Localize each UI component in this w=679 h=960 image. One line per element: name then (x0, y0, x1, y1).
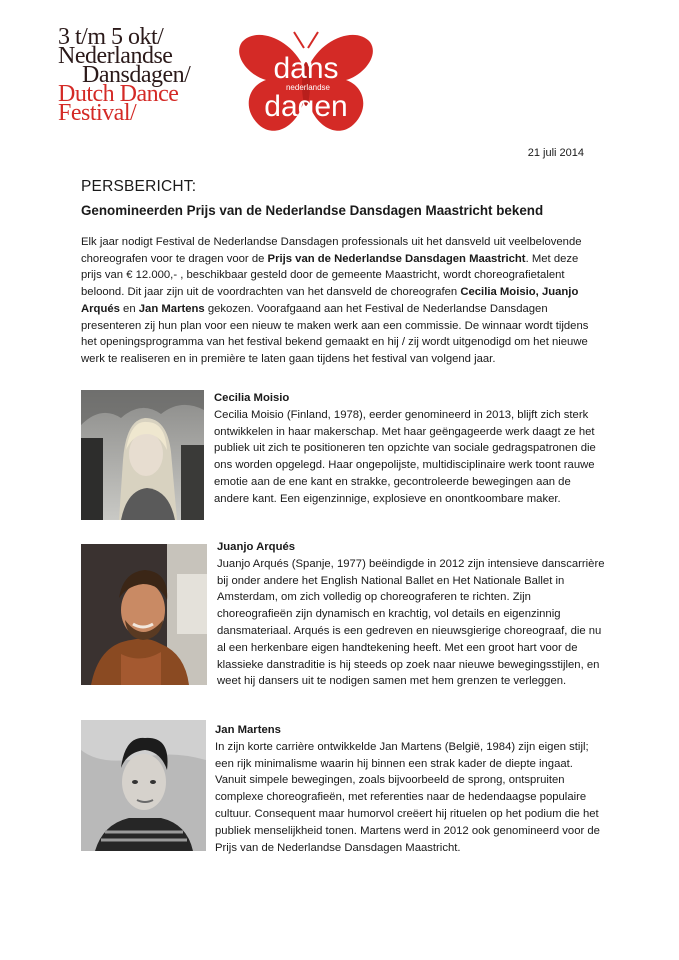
butterfly-word-nederlandse: nederlandse (285, 83, 331, 92)
jan-martens-bio: In zijn korte carrière ontwikkelde Jan Martens (België, 1984) zijn eigen stijl; een rijk minimalisme waarin hij binnen een strak kader de diepte ingaat. Vanuit simpele bewegingen, zoals bijvoorbeeld de sprong, ontspruiten complexe choreografieën, met referenties naar de hedendaagse populaire cultuur. Consequent maar humorvol creëert hij rituelen op het podium die het publiek menselijkheid tonen. Martens werd in 2012 ook genomineerd voor de Prijs van de Nederlandse Dansdagen Maastricht. (215, 740, 600, 854)
logo-line-nederlandse: Nederlandse (58, 43, 173, 69)
intro-text-1: Elk jaar nodigt Festival de Nederlandse Dansdagen professionals uit het dansveld uit veelbelovende choreografen voor te dragen voor de (81, 236, 582, 265)
logo-line-festival: Festival/ (58, 100, 137, 126)
intro-text-2: . Met deze prijs van € 12.000,- , beschikbaar gesteld door de gemeente Maastricht, wordt choreografietalent beloond. Dit jaar zijn uit de voordrachten van het dansveld de choreografen (81, 252, 579, 299)
cecilia-moisio-photo (81, 390, 204, 520)
logo-line-dansdagen: Dansdagen/ (82, 62, 191, 88)
intro-nominee-names: Cecilia Moisio, Juanjo Arqués (81, 286, 579, 315)
press-headline: Genomineerden Prijs van de Nederlandse Dansdagen Maastricht bekend (81, 203, 544, 218)
festival-logo (58, 24, 388, 140)
juanjo-arques-photo (81, 544, 207, 685)
intro-text-3: en (119, 302, 139, 315)
jan-martens-photo (81, 720, 206, 851)
juanjo-arques-bio-block (217, 539, 607, 690)
logo-line-dutch-dance: Dutch Dance (58, 81, 179, 107)
jan-martens-name: Jan Martens (215, 724, 281, 736)
logo-dates: 3 t/m 5 okt/ (58, 24, 164, 50)
juanjo-arques-bio: Juanjo Arqués (Spanje, 1977) beëindigde in 2012 zijn intensieve danscarrière bij onder andere het English National Ballet en Het Nationale Ballet in Amsterdam, om zich volledig op choreograferen te richten. Zijn choreografieën zijn dynamisch en krachtig, vol details en eigenzinnig dansmateriaal. Arqués is een gedreven en nieuwsgierige choreograaf, die nu al een herkenbare eigen handtekening heeft. Met een groot hart voor de klassieke danstraditie is hij steeds op zoek naar nieuwe bewegingsstijlen, en weet hij dansers uit te nodigen samen met hem grenzen te verleggen. (217, 557, 605, 688)
butterfly-word-dagen: dagen (264, 90, 348, 123)
intro-nominee-name-3: Jan Martens (138, 302, 205, 315)
cecilia-moisio-bio-block (214, 390, 602, 508)
butterfly-word-dans: dans (273, 52, 339, 85)
intro-text-4: gekozen. Voorafgaand aan het Festival de Nederlandse Dansdagen presenteren zij hun plan voor een nieuw te maken werk aan een commissie. De winnaar wordt tijdens het openingsprogramma van het festival bekend gemaakt en hij / zij wordt uitgenodigd om het nieuwe werk te realiseren en in première te laten gaan tijdens het festival van volgend jaar. (81, 302, 589, 365)
logo-wordmark (58, 24, 191, 126)
jan-martens-bio-block (215, 722, 607, 856)
intro-paragraph (81, 234, 601, 368)
press-kicker: PERSBERICHT: (81, 178, 197, 195)
intro-prize-name: Prijs van de Nederlandse Dansdagen Maastricht (267, 252, 526, 265)
cecilia-moisio-name: Cecilia Moisio (214, 392, 290, 404)
press-date: 21 juli 2014 (527, 147, 584, 159)
butterfly-logo-icon (236, 28, 376, 140)
cecilia-moisio-bio: Cecilia Moisio (Finland, 1978), eerder genomineerd in 2013, blijft zich sterk ontwikkelen in haar makerschap. Met haar geëngageerde werk daagt ze het publiek uit zich te positioneren ten opzichte van sociale gedragspatronen die ons worden opgelegd. Haar ongepolijste, multidisciplinaire werk toont rauwe emotie aan de ene kant en strakke, gecontroleerde bewegingen aan de andere kant. Een eigenzinnige, explosieve en onontkoombare maker. (214, 408, 596, 505)
juanjo-arques-name: Juanjo Arqués (217, 541, 296, 553)
